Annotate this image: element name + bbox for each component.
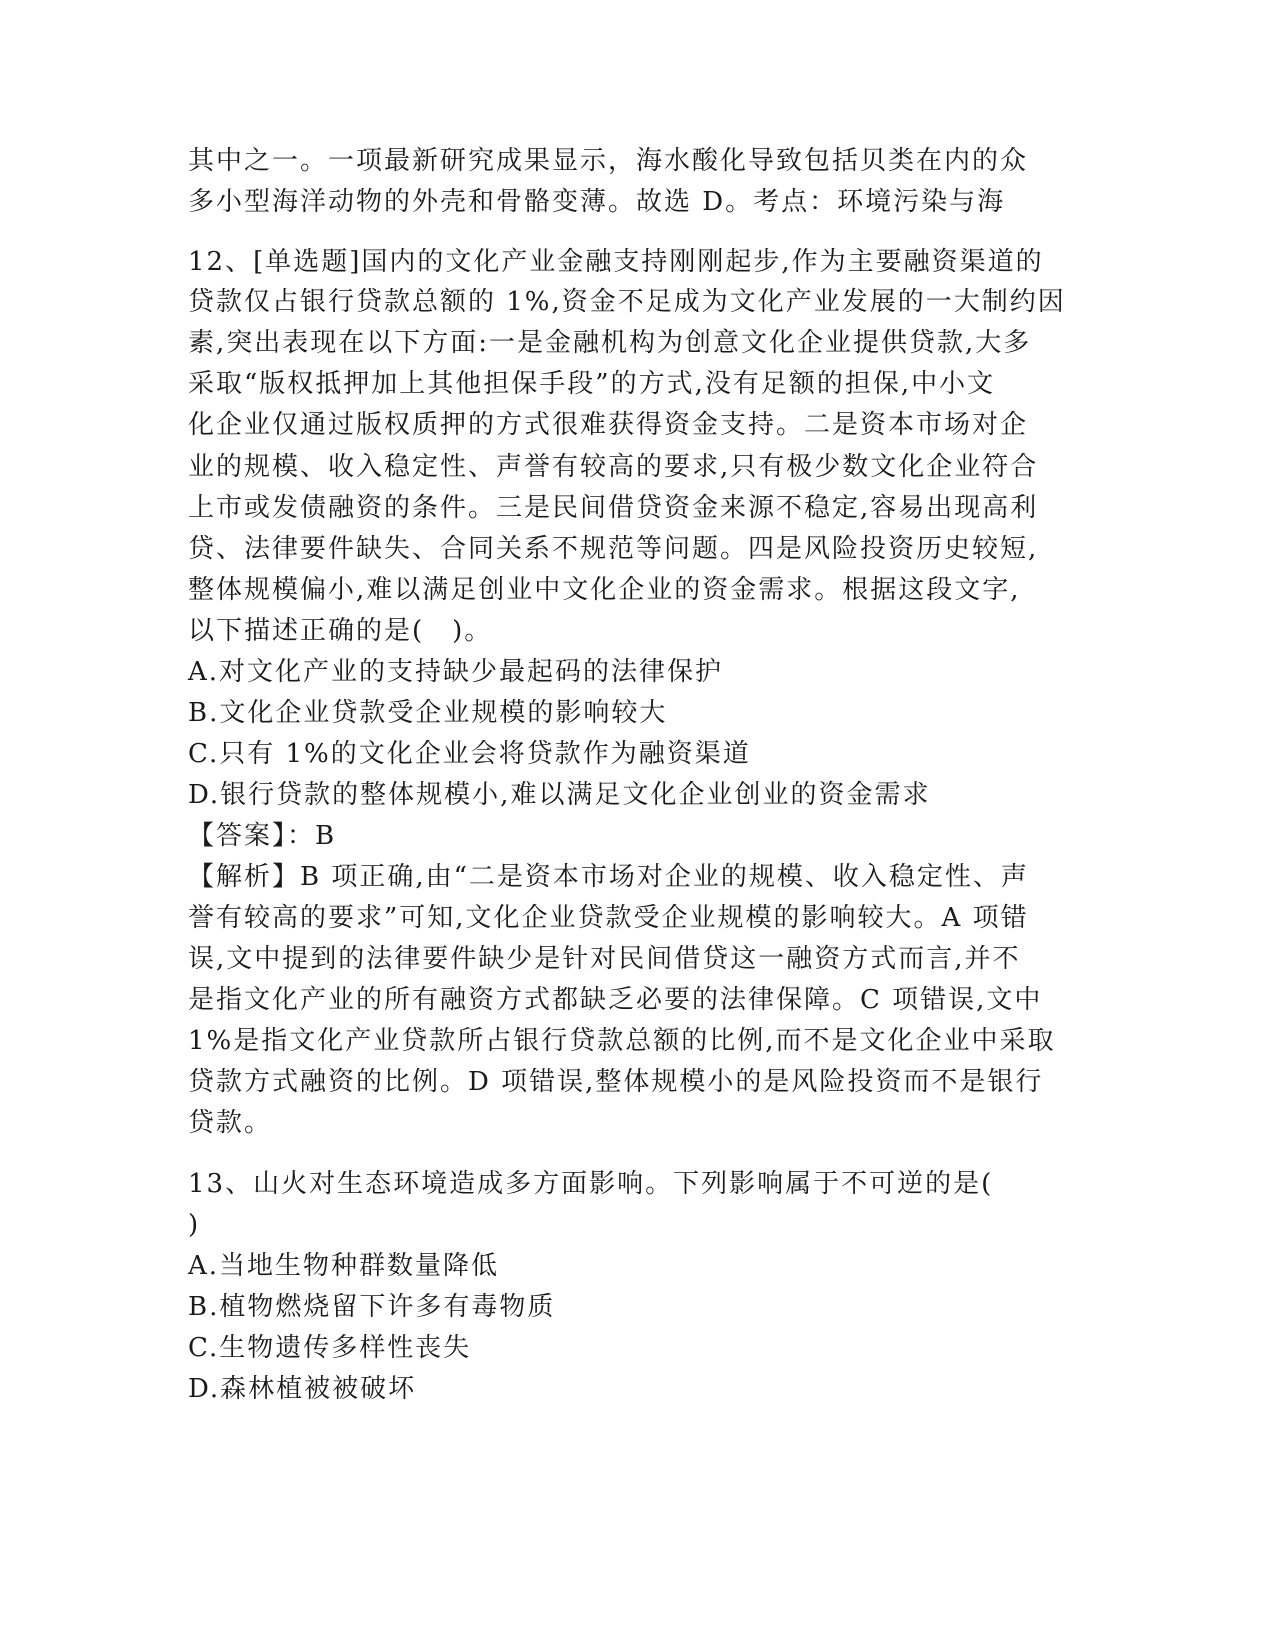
text-line: 多小型海洋动物的外壳和骨骼变薄。故选 D。考点：环境污染与海 — [188, 187, 1006, 217]
option-c: C.只有 1%的文化企业会将贷款作为融资渠道 — [188, 739, 751, 769]
text-line: 誉有较高的要求”可知,文化企业贷款受企业规模的影响较大。A 项错 — [188, 903, 1029, 933]
text-line: 化企业仅通过版权质押的方式很难获得资金支持。二是资本市场对企 — [188, 410, 1029, 440]
option-a: A.对文化产业的支持缺少最起码的法律保护 — [188, 657, 724, 687]
option-b: B.植物燃烧留下许多有毒物质 — [188, 1292, 556, 1322]
option-a: A.当地生物种群数量降低 — [188, 1251, 500, 1281]
text-line: 其中之一。一项最新研究成果显示，海水酸化导致包括贝类在内的众 — [188, 146, 1029, 176]
text-line: 整体规模偏小,难以满足创业中文化企业的资金需求。根据这段文字, — [188, 575, 1021, 605]
text-line: 采取“版权抵押加上其他担保手段”的方式,没有足额的担保,中小文 — [188, 369, 996, 399]
answer-line: 【答案】：B — [188, 821, 337, 851]
text-line: 12、[单选题]国内的文化产业金融支持刚刚起步,作为主要融资渠道的 — [188, 247, 1044, 277]
text-line: 贷、法律要件缺失、合同关系不规范等问题。四是风险投资历史较短, — [188, 534, 1039, 564]
text-line: 13、山火对生态环境造成多方面影响。下列影响属于不可逆的是( — [188, 1169, 994, 1199]
option-c: C.生物遗传多样性丧失 — [188, 1333, 472, 1363]
text-line: 上市或发债融资的条件。三是民间借贷资金来源不稳定,容易出现高利 — [188, 493, 1039, 523]
text-line: 贷款仅占银行贷款总额的 1%,资金不足成为文化产业发展的一大制约因 — [188, 287, 1066, 317]
text-line: 贷款方式融资的比例。D 项错误,整体规模小的是风险投资而不是银行 — [188, 1067, 1044, 1097]
text-line: 1%是指文化产业贷款所占银行贷款总额的比例,而不是文化企业中采取 — [188, 1026, 1056, 1056]
text-line: ) — [188, 1210, 201, 1240]
option-d: D.森林植被被破坏 — [188, 1374, 417, 1404]
text-line: 误,文中提到的法律要件缺少是针对民间借贷这一融资方式而言,并不 — [188, 944, 1021, 974]
option-d: D.银行贷款的整体规模小,难以满足文化企业创业的资金需求 — [188, 780, 931, 810]
text-line: 素,突出表现在以下方面:一是金融机构为创意文化企业提供贷款,大多 — [188, 328, 1032, 358]
option-b: B.文化企业贷款受企业规模的影响较大 — [188, 698, 668, 728]
text-line: 贷款。 — [188, 1108, 273, 1138]
text-line: 以下描述正确的是( )。 — [188, 616, 493, 646]
text-line: 是指文化产业的所有融资方式都缺乏必要的法律保障。C 项错误,文中 — [188, 985, 1043, 1015]
text-line: 业的规模、收入稳定性、声誉有较高的要求,只有极少数文化企业符合 — [188, 452, 1039, 482]
text-line: 【解析】B 项正确,由“二是资本市场对企业的规模、收入稳定性、声 — [188, 862, 1029, 892]
